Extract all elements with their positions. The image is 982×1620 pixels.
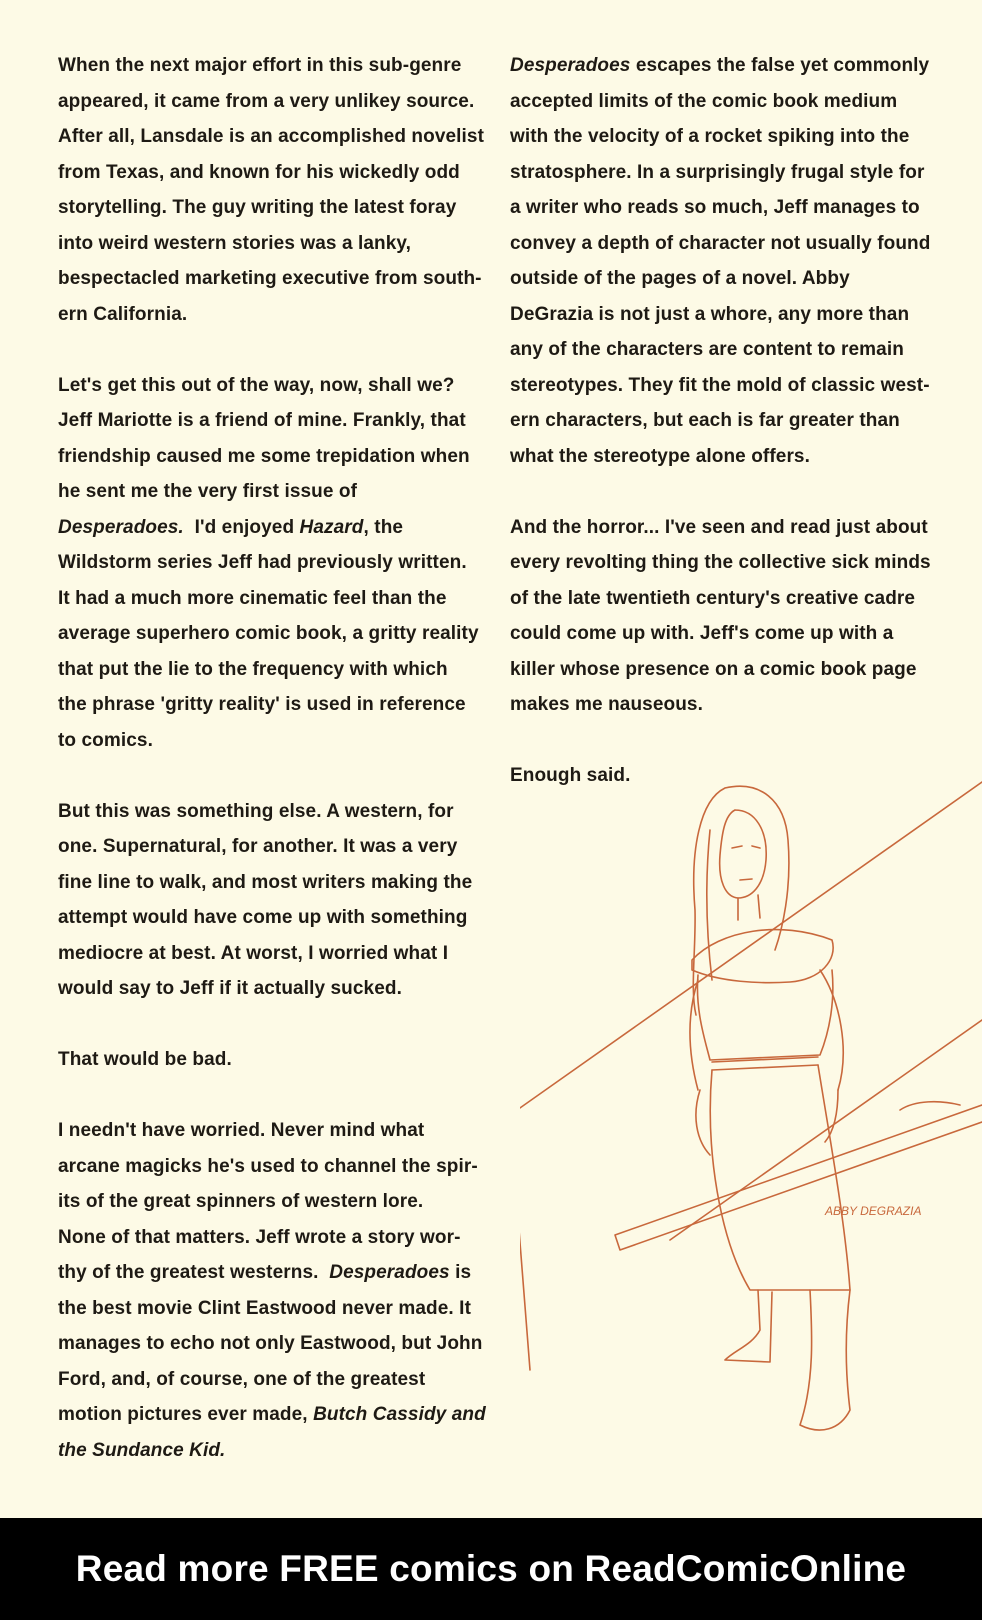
text-line: with the velocity of a rocket spiking into the [510, 126, 910, 147]
text-line: None of that matters. Jeff wrote a story wor- [58, 1226, 461, 1248]
text-line: friendship caused me some trepidation when [58, 445, 470, 467]
background-line [520, 1115, 530, 1370]
text-line: arcane magicks he's used to channel the spir- [58, 1155, 478, 1177]
boot-right [800, 1290, 850, 1430]
text-line: any of the characters are content to remain [510, 339, 904, 360]
text-line: into weird western stories was a lanky, [58, 232, 412, 254]
rifle [615, 1105, 982, 1250]
title-desperadoes: Desperadoes [510, 55, 631, 76]
text-line: killer whose presence on a comic book page [510, 658, 917, 680]
text-line: It had a much more cinematic feel than the [58, 587, 447, 609]
text-run: thy of the greatest westerns. [58, 1262, 330, 1283]
paragraph-4 [58, 1042, 488, 1078]
sleeve [690, 970, 843, 1090]
text-line: every revolting thing the collective sick minds [510, 552, 931, 573]
text-line: one. Supernatural, for another. It was a very [58, 836, 458, 857]
eyes [732, 846, 760, 848]
text-line: When the next major effort in this sub-genre [58, 55, 462, 76]
text-line: bespectacled marketing executive from south- [58, 268, 482, 289]
title-butch-cassidy: Butch Cassidy and [313, 1404, 486, 1425]
site-banner[interactable] [0, 1518, 982, 1620]
text-line: to comics. [58, 729, 153, 751]
text-line: average superhero comic book, a gritty reality [58, 623, 479, 644]
rifle-stock [900, 1102, 960, 1110]
banner-text[interactable]: Read more FREE comics on ReadComicOnline [75, 1548, 907, 1589]
paragraph-2 [510, 510, 960, 723]
text-line: could come up with. Jeff's come up with a [510, 623, 894, 644]
text-run: , the [363, 516, 404, 538]
blouse-body [697, 970, 832, 1060]
text-line: stereotypes. They fit the mold of classic west- [510, 374, 930, 396]
text-run: escapes the false yet commonly [630, 55, 930, 76]
text-line: makes me nauseous. [510, 694, 703, 715]
text-line: ern characters, but each is far greater than [510, 410, 900, 431]
text-line: Jeff Mariotte is a friend of mine. Frankly, that [58, 410, 466, 431]
text-run: I'd enjoyed [183, 516, 300, 538]
text-line: storytelling. The guy writing the latest foray [58, 197, 457, 218]
title-hazard: Hazard [299, 516, 364, 538]
face [720, 810, 767, 898]
abby-degrazia-sketch [520, 770, 982, 1490]
text-line: Ford, and, of course, one of the greatest [58, 1368, 426, 1390]
text-line: I needn't have worried. Never mind what [58, 1120, 425, 1141]
text-line: that put the lie to the frequency with which [58, 658, 448, 680]
text-line: Let's get this out of the way, now, shall we? [58, 374, 455, 396]
text-line: mediocre at best. At worst, I worried what I [58, 942, 449, 964]
text-line [58, 510, 488, 546]
text-line: outside of the pages of a novel. Abby [510, 268, 850, 289]
text-line: the best movie Clint Eastwood never made. It [58, 1297, 471, 1319]
text-line: of the late twentieth century's creative cadre [510, 587, 916, 609]
skirt [710, 1065, 850, 1290]
text-run: is [449, 1262, 472, 1283]
title-desperadoes: Desperadoes. [58, 516, 184, 538]
text-line: would say to Jeff if it actually sucked. [58, 978, 402, 999]
text-line: After all, Lansdale is an accomplished novelist [58, 126, 485, 147]
mouth [740, 879, 752, 880]
text-line: from Texas, and known for his wickedly odd [58, 161, 460, 183]
left-column [58, 48, 488, 1504]
background-line [520, 782, 982, 1115]
title-sundance-kid: the Sundance Kid. [58, 1439, 226, 1461]
text-line: its of the great spinners of western lore. [58, 1191, 424, 1212]
illustration-caption: ABBY DEGRAZIA [825, 1204, 922, 1218]
hair-strand [707, 830, 712, 980]
text-line: That would be bad. [58, 1049, 232, 1070]
text-line [510, 48, 960, 84]
text-line: the phrase 'gritty reality' is used in reference [58, 694, 466, 715]
paragraph-5 [58, 1113, 488, 1468]
text-run: motion pictures ever made, [58, 1404, 314, 1425]
text-line [58, 1433, 488, 1469]
neck [738, 895, 760, 920]
paragraph-1 [510, 48, 960, 474]
arm [696, 1090, 838, 1155]
text-line: attempt would have come up with something [58, 907, 468, 928]
text-line: what the stereotype alone offers. [510, 445, 810, 467]
text-line: a writer who reads so much, Jeff manages to [510, 197, 920, 218]
text-line: convey a depth of character not usually found [510, 232, 931, 254]
paragraph-3 [58, 794, 488, 1007]
text-line: fine line to walk, and most writers making the [58, 871, 473, 893]
text-line: ern California. [58, 303, 188, 325]
text-line: accepted limits of the comic book medium [510, 90, 898, 112]
text-line: Wildstorm series Jeff had previously written. [58, 552, 467, 573]
text-line: But this was something else. A western, for [58, 800, 454, 822]
paragraph-1 [58, 48, 488, 332]
text-line: he sent me the very first issue of [58, 481, 358, 502]
text-line [58, 1255, 488, 1291]
text-line: And the horror... I've seen and read just about [510, 516, 928, 538]
title-desperadoes: Desperadoes [329, 1262, 450, 1283]
text-line: appeared, it came from a very unlikey source. [58, 90, 475, 112]
boot-left [725, 1290, 772, 1362]
text-line: stratosphere. In a surprisingly frugal style for [510, 161, 925, 183]
paragraph-2 [58, 368, 488, 759]
text-line: Enough said. [510, 765, 631, 786]
text-line [58, 1397, 488, 1433]
right-column [510, 48, 960, 829]
text-line: DeGrazia is not just a whore, any more than [510, 303, 910, 325]
text-line: manages to echo not only Eastwood, but John [58, 1333, 483, 1354]
